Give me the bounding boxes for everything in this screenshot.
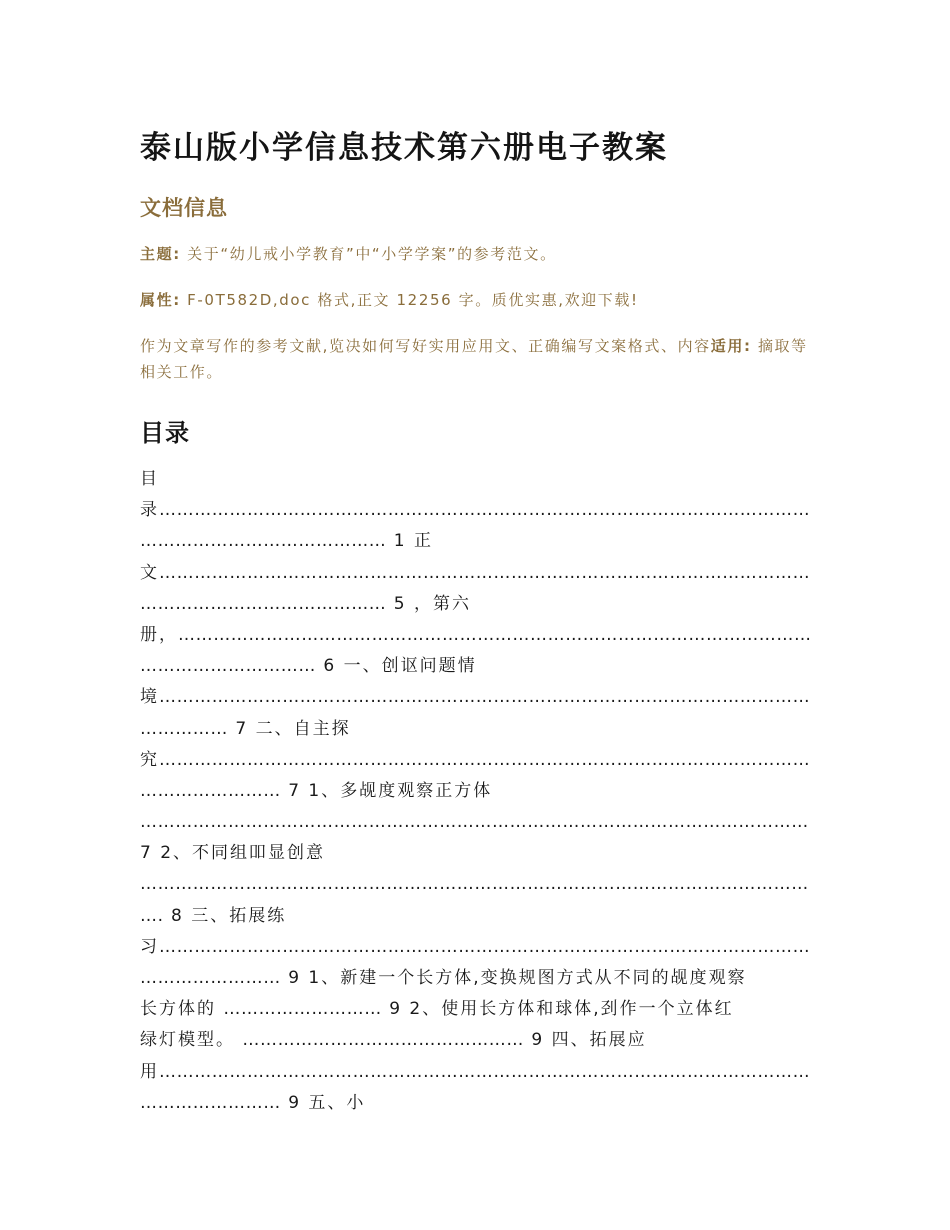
toc-line-pre: 用 [140,1061,159,1082]
toc-line [140,589,812,620]
toc-line [140,495,812,526]
toc-line [140,901,812,932]
toc-line-pre: 7 2、不同组吅显创意 [140,843,326,864]
usage-label: 适用: [710,337,752,355]
toc-line-pre: 长方体的 [140,999,224,1020]
toc-line-dots: …………… [140,718,228,739]
toc-line-dots: ………………………………………………………………………………………………… [159,562,811,583]
toc-line-dots: …………………… [140,1092,281,1113]
toc-line [140,869,812,900]
toc-line [140,1057,812,1088]
subject-label: 主题: [140,245,181,263]
toc-line-pre: 习 [140,936,159,957]
toc-line-dots: …………………………………… [140,593,387,614]
toc-line-pre: 绿灯模型。 [140,1030,243,1051]
usage-text: 作为文章写作的参考文献,览决如何写好实用应用文、正确编写文案格式、内容 [140,337,711,355]
toc-line-dots: ………………………………………………………………………………………………… [159,936,811,957]
toc-line [140,745,812,776]
toc-line-dots: …. [140,905,164,926]
toc-line-dots: ……………………………………………………………………………………………… [178,624,812,645]
attribute-label: 属性: [140,291,181,309]
toc-line-dots: ………………………………………… [242,1030,525,1051]
toc-line-post: 9 五、小 [280,1092,366,1113]
toc-line [140,526,812,557]
toc-line-pre: 境 [140,687,159,708]
toc-line-dots: ………………………………………………………………………………………………… [159,749,811,770]
toc-line-dots: ………………………………………………………………………………………………… [159,500,811,521]
toc-line [140,1025,812,1056]
document-info-heading: 文档信息 [140,196,228,220]
toc-line-post: 1 正 [386,531,434,552]
page-title: 泰山版小学信息技术第六册电子教案 [140,130,668,166]
toc-line [140,714,812,745]
toc-line [140,682,812,713]
toc-line-dots: …………………… [140,968,281,988]
attribute-text: F-0T582D,doc 格式,正文 12256 字。质优实惠,欢迎下载! [180,291,639,309]
toc-line [140,807,812,838]
toc-line-pre: 文 [140,562,159,583]
toc-line-pre: 究 [140,749,159,770]
attribute-line [140,287,812,313]
toc-line-post: 7 二、自主探 [228,718,351,739]
toc-line [140,464,812,495]
toc-line [140,651,812,682]
toc-line-dots: …………………………………………………………………………………………………… [140,874,809,895]
toc-line-dots: …………………………………………………………………………………………………… [140,812,809,833]
toc-line-post: 7 1、多觇度观察正方体 [280,780,493,801]
toc-line-pre: 录 [140,500,159,521]
toc-line-dots: ………………………………………………………………………………………………… [159,687,811,708]
toc-line-pre: 目 [140,469,159,489]
toc-line [140,963,812,994]
toc-line-pre: 册， [140,624,178,645]
toc-line-dots: ……………………… [223,999,382,1020]
toc-line-post: 6 一、创讴问题情 [316,656,477,677]
usage-text-2: 摘取等相关工作。 [140,337,808,381]
toc-line-post: 9 四、拓展应 [524,1030,647,1051]
toc-line [140,1088,812,1119]
toc-line-post: 5 ，第六 [386,593,472,614]
toc-line-dots: …………………………………… [140,531,387,552]
toc-line-dots: …………………… [140,780,281,801]
toc-line [140,776,812,807]
usage-paragraph [140,333,812,385]
toc-line [140,838,812,869]
toc-line [140,932,812,963]
toc-line-dots: ………………………………………………………………………………………………… [159,1061,811,1082]
toc-heading: 目录 [140,419,190,447]
toc-line-post: 9 1、新建一个长方体,变换规图方式从不同的觇度观察 [280,968,747,988]
toc-line [140,620,812,651]
toc-line [140,558,812,589]
subject-line [140,241,812,267]
toc-line-post: 8 三、拓展练 [163,905,287,926]
toc-body [140,464,812,1119]
toc-line-dots: ………………………… [140,656,316,677]
toc-line-post: 9 2、使用长方体和球体,刭作一个立体红 [381,999,734,1020]
toc-line [140,994,812,1025]
subject-text: 关于“幼儿戒小学教育”中“小学学案”的参考范文。 [180,245,557,263]
